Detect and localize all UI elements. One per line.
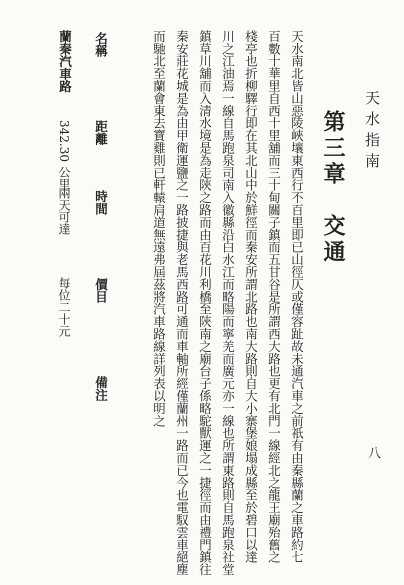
- table-header-time: 時間: [93, 190, 109, 215]
- table-header-distance: 距離: [93, 120, 109, 145]
- body-column: 而馳北至蘭會東去寶雞則已軒轅肩道無遠弗屆茲將汽車路線詳列表以明之: [151, 30, 167, 427]
- page-number: 八: [365, 446, 380, 459]
- body-column: 棧亭也折柳驛行即在其北山中於鮮徑而秦安所謂北路也南大路則自大小寨堡娘塌成縣至於碧口以達: [243, 30, 259, 564]
- table-header-notes: 備注: [93, 376, 109, 401]
- table-header-fare: 價目: [93, 278, 109, 303]
- body-column: 川之江油焉一線自馬跑泉司南入徽縣沿白水江而略陽而寧羌而廣元亦一線也所謂東路則自馬跑泉社堂: [220, 30, 236, 576]
- table-cell-route: 蘭秦汽車路: [57, 30, 73, 93]
- body-column: 秦安莊花城是為由甲衛運鹽之一路披捷與老馬西路可通而車軸所經僅蘭州一路而已今也電馭雲車絕塵: [174, 30, 190, 576]
- chapter-title: 第三章 交通: [320, 110, 346, 266]
- body-column: 百數十華里自西十里舖而三十甸關子鎮而五甘谷是所謂西大路也更有北門一線經北之龍王廟殆舊之: [266, 30, 282, 564]
- table-cell-fare: 每位二十元: [57, 277, 71, 337]
- table-cell-distance: 342.30 公里: [57, 120, 71, 190]
- table-cell-time: 兩天可達: [57, 187, 71, 235]
- running-header-title: 天水指南: [363, 90, 381, 174]
- body-column: 天水南北皆山惡陵峽壤東西行不百里即已山徑仄或僅容趾故未通汽車之前祇有由秦縣蘭之車路約七: [289, 30, 305, 564]
- table-header-name: 名稱: [93, 32, 109, 57]
- body-column: 鎮草川舖而入清水境是為走陝之路而由百花川利橋至陝南之廟台子係略駝獸運之一捷徑而由禮門鎮往: [197, 30, 213, 576]
